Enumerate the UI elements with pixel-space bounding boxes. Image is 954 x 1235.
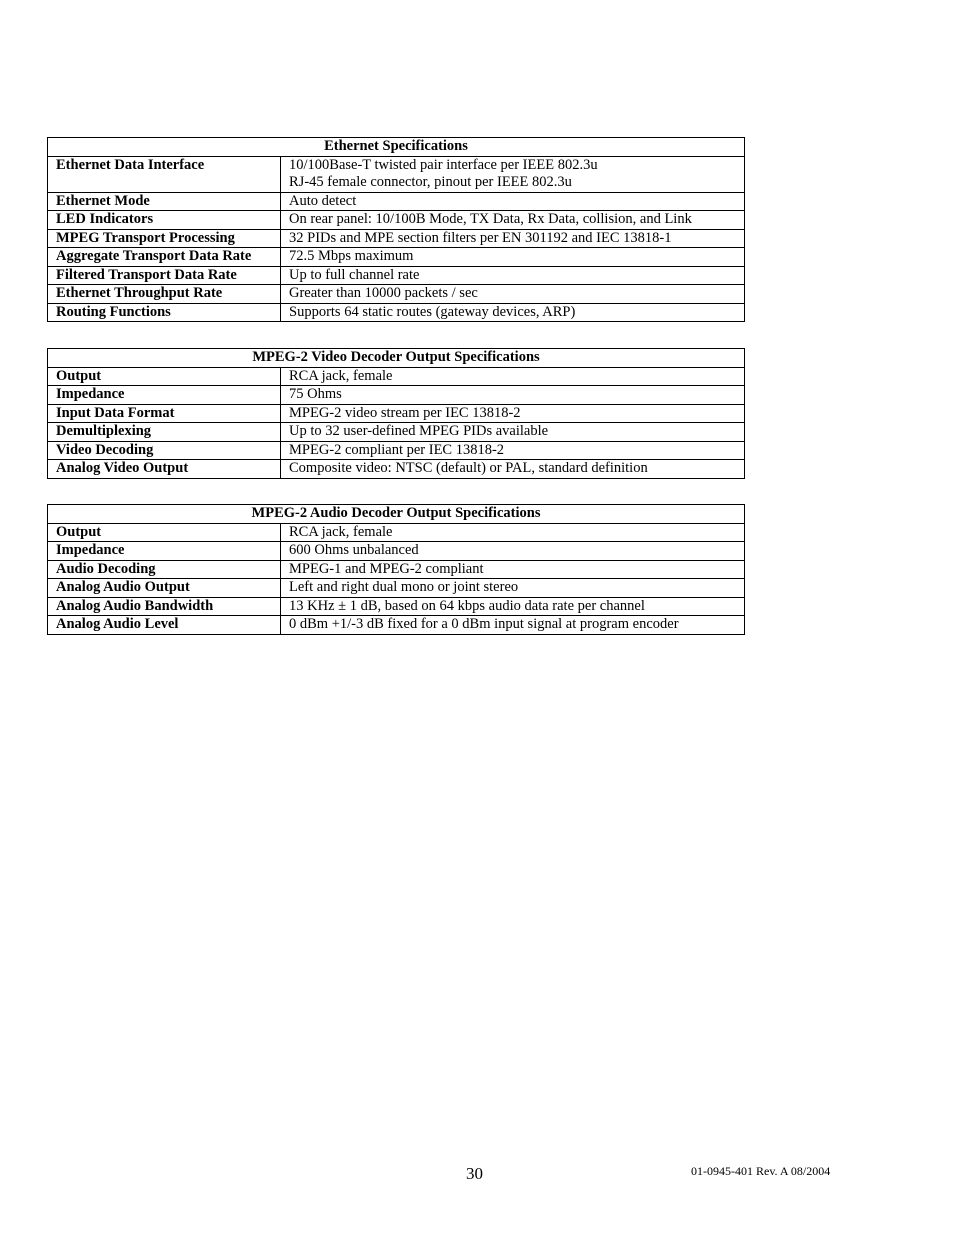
spec-value <box>281 404 745 423</box>
spec-label: Impedance <box>48 542 281 561</box>
table-row <box>48 523 745 542</box>
spec-value-line: RCA jack, female <box>289 367 393 384</box>
table-row <box>48 367 745 386</box>
spec-value <box>281 523 745 542</box>
table-row <box>48 156 745 192</box>
spec-label: Analog Audio Output <box>48 579 281 598</box>
spec-label: LED Indicators <box>48 211 281 230</box>
spec-value-line: 10/100Base-T twisted pair interface per IEEE 802.3u <box>289 156 598 173</box>
ethernet-specifications-table <box>47 137 745 322</box>
table-title: MPEG-2 Video Decoder Output Specifications <box>48 349 745 368</box>
spec-value-line: 600 Ohms unbalanced <box>289 542 419 558</box>
spec-value-line: On rear panel: 10/100B Mode, TX Data, Rx Data, collision, and Link <box>289 211 692 227</box>
spec-value-line: Auto detect <box>289 192 357 209</box>
spec-value <box>281 386 745 405</box>
spec-value-line: 75 Ohms <box>289 386 342 402</box>
spec-label: Analog Audio Bandwidth <box>48 597 281 616</box>
spec-value <box>281 192 745 211</box>
table-row <box>48 303 745 322</box>
table-row <box>48 542 745 561</box>
spec-value <box>281 441 745 460</box>
spec-value <box>281 560 745 579</box>
spec-value <box>281 285 745 304</box>
table-row <box>48 560 745 579</box>
spec-value-line: Composite video: NTSC (default) or PAL, standard definition <box>289 460 648 476</box>
table-row <box>48 229 745 248</box>
spec-value <box>281 367 745 386</box>
spec-label: Filtered Transport Data Rate <box>48 266 281 285</box>
table-row <box>48 386 745 405</box>
spec-value <box>281 460 745 479</box>
table-row <box>48 597 745 616</box>
spec-value-line: RCA jack, female <box>289 523 393 540</box>
spec-value-line: Left and right dual mono or joint stereo <box>289 579 519 595</box>
table-row <box>48 404 745 423</box>
spec-value <box>281 229 745 248</box>
spec-value-line: 0 dBm +1/-3 dB fixed for a 0 dBm input signal at program encoder <box>289 616 679 632</box>
table-row <box>48 616 745 635</box>
spec-label: Audio Decoding <box>48 560 281 579</box>
spec-label: Video Decoding <box>48 441 281 460</box>
spec-label: Ethernet Throughput Rate <box>48 285 281 304</box>
spec-value-line: Greater than 10000 packets / sec <box>289 285 478 301</box>
table-title: Ethernet Specifications <box>48 138 745 157</box>
spec-label: Aggregate Transport Data Rate <box>48 248 281 267</box>
spec-label: MPEG Transport Processing <box>48 229 281 248</box>
spec-label: Output <box>48 367 281 386</box>
spec-value <box>281 423 745 442</box>
spec-value-line: Up to 32 user-defined MPEG PIDs available <box>289 423 549 439</box>
spec-value-line: 32 PIDs and MPE section filters per EN 301192 and IEC 13818-1 <box>289 229 672 246</box>
spec-label: Analog Audio Level <box>48 616 281 635</box>
table-row <box>48 248 745 267</box>
spec-value <box>281 597 745 616</box>
spec-label: Ethernet Data Interface <box>48 156 281 192</box>
table-row <box>48 423 745 442</box>
spec-value-line: MPEG-2 video stream per IEC 13818-2 <box>289 404 521 421</box>
spec-value <box>281 579 745 598</box>
spec-label: Input Data Format <box>48 404 281 423</box>
spec-label: Ethernet Mode <box>48 192 281 211</box>
spec-value <box>281 542 745 561</box>
spec-label: Output <box>48 523 281 542</box>
spec-value-line: RJ-45 female connector, pinout per IEEE 802.3u <box>289 174 572 190</box>
table-row <box>48 441 745 460</box>
spec-value-line: Up to full channel rate <box>289 266 420 283</box>
spec-label: Demultiplexing <box>48 423 281 442</box>
spec-label: Routing Functions <box>48 303 281 322</box>
spec-value-line: MPEG-1 and MPEG-2 compliant <box>289 560 484 577</box>
spec-value <box>281 266 745 285</box>
spec-value-line: MPEG-2 compliant per IEC 13818-2 <box>289 441 505 458</box>
spec-value-line: 72.5 Mbps maximum <box>289 248 414 264</box>
spec-value <box>281 156 745 192</box>
table-row <box>48 285 745 304</box>
spec-value <box>281 303 745 322</box>
spec-label: Analog Video Output <box>48 460 281 479</box>
table-row <box>48 266 745 285</box>
table-row <box>48 211 745 230</box>
video-decoder-specifications-table <box>47 348 745 479</box>
page-number: 30 <box>466 1164 483 1183</box>
table-row <box>48 460 745 479</box>
document-revision-id: 01-0945-401 Rev. A 08/2004 <box>691 1164 831 1178</box>
audio-decoder-specifications-table <box>47 504 745 635</box>
table-row <box>48 192 745 211</box>
spec-value <box>281 211 745 230</box>
spec-value <box>281 616 745 635</box>
spec-label: Impedance <box>48 386 281 405</box>
table-row <box>48 579 745 598</box>
spec-value-line: 13 KHz ± 1 dB, based on 64 kbps audio data rate per channel <box>289 597 645 614</box>
spec-value-line: Supports 64 static routes (gateway devices, ARP) <box>289 303 576 320</box>
spec-value <box>281 248 745 267</box>
table-title: MPEG-2 Audio Decoder Output Specifications <box>48 505 745 524</box>
